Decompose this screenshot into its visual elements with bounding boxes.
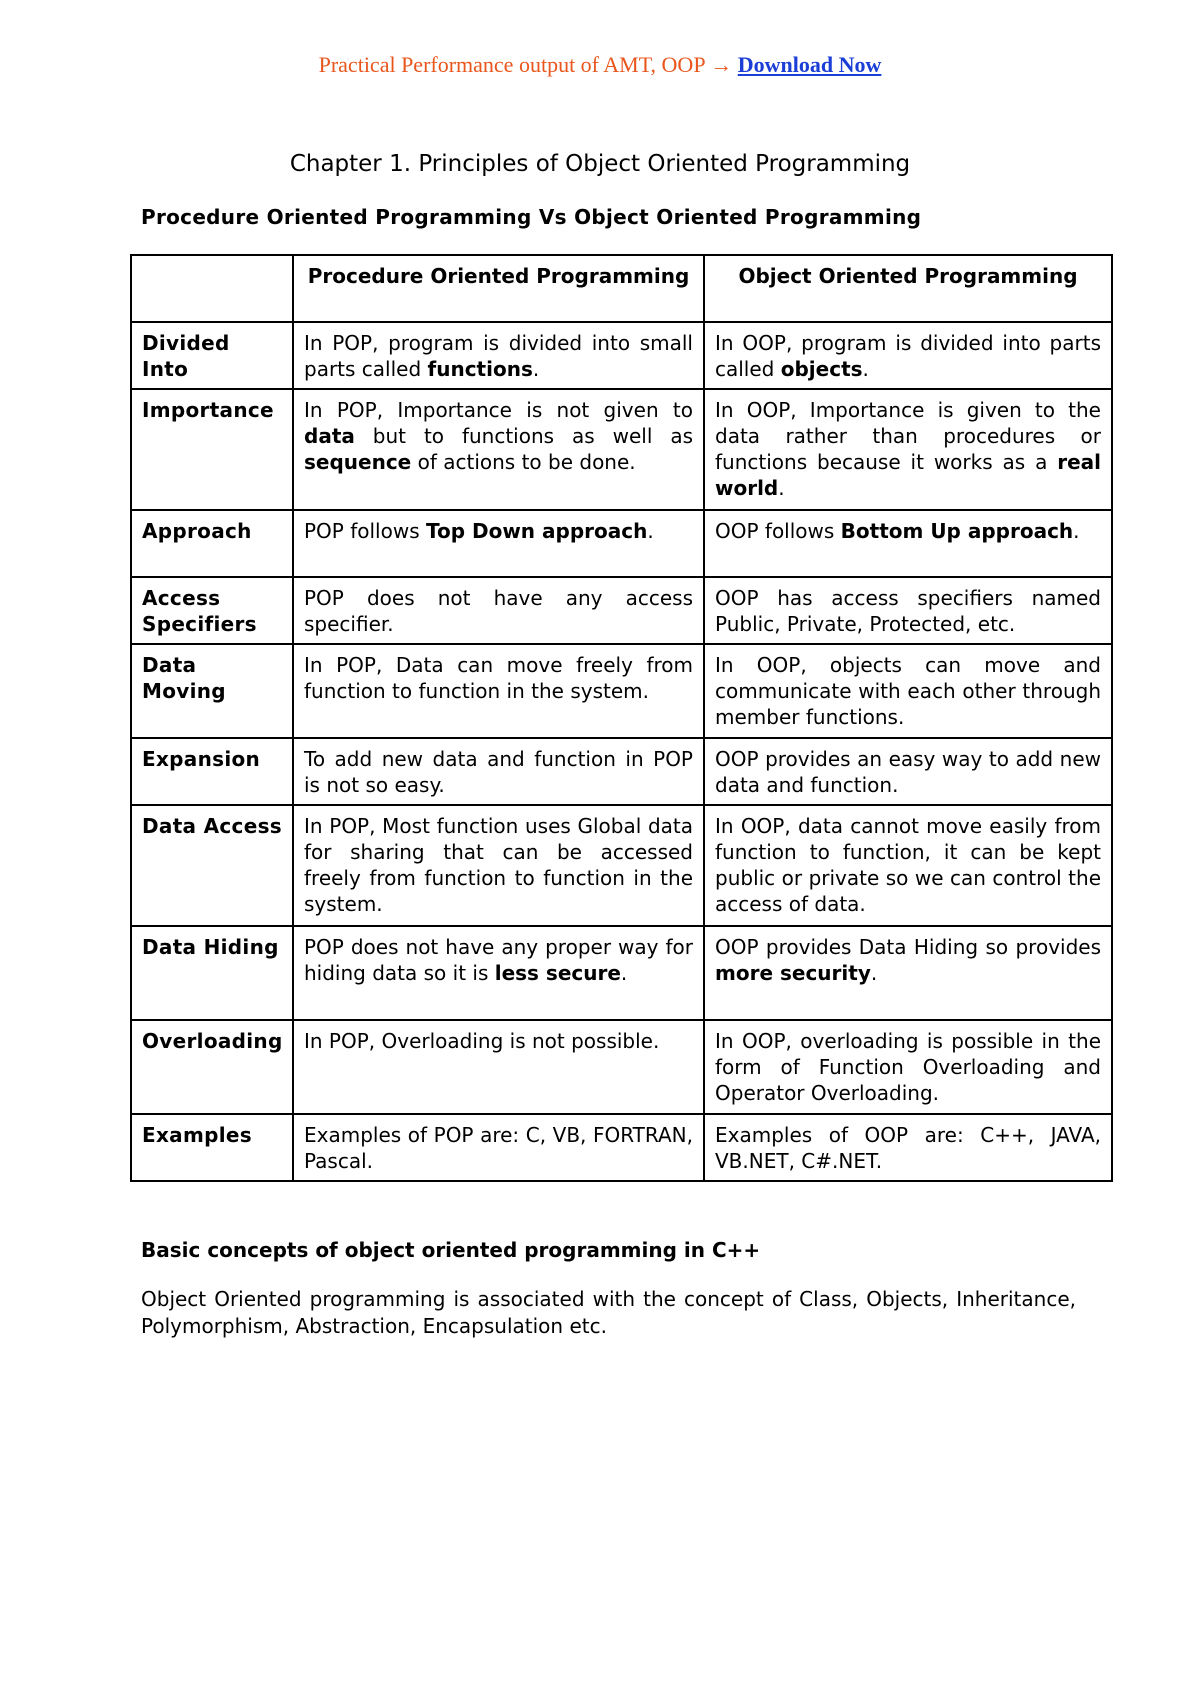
- table-row: [131, 389, 1112, 510]
- banner-text: Practical Performance output of AMT, OOP: [318, 52, 711, 77]
- cell-text: POP follows: [304, 519, 426, 543]
- oop-cell: [704, 644, 1112, 738]
- cell-text: OOP follows: [715, 519, 841, 543]
- cell-text: In OOP, data cannot move easily from function to function, it can be kept public or private so we can control the access of data.: [715, 814, 1101, 916]
- basic-concepts-paragraph: Object Oriented programming is associated with the concept of Class, Objects, Inheritance, Polymorphism, Abstraction, Encapsulation etc.: [141, 1287, 1076, 1338]
- table-header-row: [131, 255, 1112, 322]
- cell-text: .: [778, 476, 785, 500]
- cell-text: Examples of POP are: C, VB, FORTRAN, Pascal.: [304, 1123, 693, 1173]
- table-row: [131, 926, 1112, 1020]
- row-label: Data Access: [131, 805, 293, 926]
- row-label: Access Specifiers: [131, 577, 293, 644]
- row-label: Examples: [131, 1114, 293, 1181]
- oop-cell: [704, 510, 1112, 577]
- bold-term: Bottom Up approach: [840, 519, 1074, 543]
- corner-cell: [131, 255, 293, 322]
- cell-text: .: [647, 519, 654, 543]
- row-label: Data Hiding: [131, 926, 293, 1020]
- oop-cell: [704, 738, 1112, 805]
- table-row: [131, 738, 1112, 805]
- download-now-link[interactable]: Download Now: [737, 52, 882, 77]
- row-label: Approach: [131, 510, 293, 577]
- pop-cell: [293, 805, 704, 926]
- bold-term: sequence: [304, 450, 412, 474]
- oop-column-header: Object Oriented Programming: [704, 255, 1112, 322]
- row-label: Expansion: [131, 738, 293, 805]
- cell-text: In POP, program is divided into small parts called: [304, 331, 693, 381]
- row-label: Divided Into: [131, 322, 293, 389]
- oop-cell: [704, 1114, 1112, 1181]
- bold-term: functions: [427, 357, 533, 381]
- cell-text: OOP provides an easy way to add new data and function.: [715, 747, 1101, 797]
- cell-text: In OOP, program is divided into parts called: [715, 331, 1101, 381]
- download-banner: [0, 52, 1200, 78]
- oop-cell: [704, 577, 1112, 644]
- bold-term: less secure: [494, 961, 621, 985]
- cell-text: .: [532, 357, 540, 381]
- cell-text: OOP provides Data Hiding so provides: [715, 935, 1101, 959]
- table-row: [131, 1020, 1112, 1114]
- pop-cell: [293, 1020, 704, 1114]
- bold-term: objects: [780, 357, 863, 381]
- cell-text: In POP, Data can move freely from function to function in the system.: [304, 653, 693, 703]
- cell-text: Examples of OOP are: C++, JAVA, VB.NET, C#.NET.: [715, 1123, 1101, 1173]
- bold-term: more security: [715, 961, 871, 985]
- comparison-table: [130, 254, 1113, 1182]
- pop-cell: [293, 322, 704, 389]
- cell-text: .: [620, 961, 628, 985]
- oop-cell: [704, 1020, 1112, 1114]
- cell-text: POP does not have any access specifier.: [304, 586, 693, 636]
- table-row: [131, 322, 1112, 389]
- cell-text: but to functions as well as: [354, 424, 693, 448]
- oop-cell: [704, 926, 1112, 1020]
- table-row: [131, 644, 1112, 738]
- oop-cell: [704, 389, 1112, 510]
- chapter-title: Chapter 1. Principles of Object Oriented Programming: [289, 151, 911, 177]
- cell-text: In OOP, objects can move and communicate with each other through member functions.: [715, 653, 1101, 729]
- cell-text: In POP, Most function uses Global data for sharing that can be accessed freely from function to function in the system.: [304, 814, 693, 916]
- pop-column-header: Procedure Oriented Programming: [293, 255, 704, 322]
- pop-cell: [293, 926, 704, 1020]
- cell-text: of actions to be done.: [411, 450, 636, 474]
- comparison-heading: Procedure Oriented Programming Vs Object Oriented Programming: [141, 205, 922, 229]
- cell-text: In OOP, Importance is given to the data rather than procedures or functions because it works as a: [715, 398, 1101, 474]
- bold-term: data: [304, 424, 355, 448]
- arrow-icon: →: [710, 52, 733, 77]
- pop-cell: [293, 1114, 704, 1181]
- cell-text: .: [862, 357, 869, 381]
- cell-text: .: [870, 961, 878, 985]
- cell-text: OOP has access specifiers named Public, Private, Protected, etc.: [715, 586, 1101, 636]
- table-row: [131, 577, 1112, 644]
- cell-text: POP does not have any proper way for hiding data so it is: [304, 935, 693, 985]
- bold-term: Top Down approach: [425, 519, 648, 543]
- row-label: Overloading: [131, 1020, 293, 1114]
- pop-cell: [293, 577, 704, 644]
- pop-cell: [293, 389, 704, 510]
- cell-text: To add new data and function in POP is not so easy.: [304, 747, 693, 797]
- table-row: [131, 510, 1112, 577]
- pop-cell: [293, 644, 704, 738]
- oop-cell: [704, 322, 1112, 389]
- cell-text: In POP, Importance is not given to: [304, 398, 693, 422]
- table-row: [131, 1114, 1112, 1181]
- basic-concepts-heading: Basic concepts of object oriented programming in C++: [141, 1238, 761, 1262]
- table-row: [131, 805, 1112, 926]
- pop-cell: [293, 738, 704, 805]
- cell-text: In POP, Overloading is not possible.: [304, 1029, 660, 1053]
- pop-cell: [293, 510, 704, 577]
- cell-text: .: [1073, 519, 1080, 543]
- row-label: Data Moving: [131, 644, 293, 738]
- oop-cell: [704, 805, 1112, 926]
- bold-term: real world: [715, 450, 1101, 500]
- cell-text: In OOP, overloading is possible in the form of Function Overloading and Operator Overloading.: [715, 1029, 1101, 1105]
- row-label: Importance: [131, 389, 293, 510]
